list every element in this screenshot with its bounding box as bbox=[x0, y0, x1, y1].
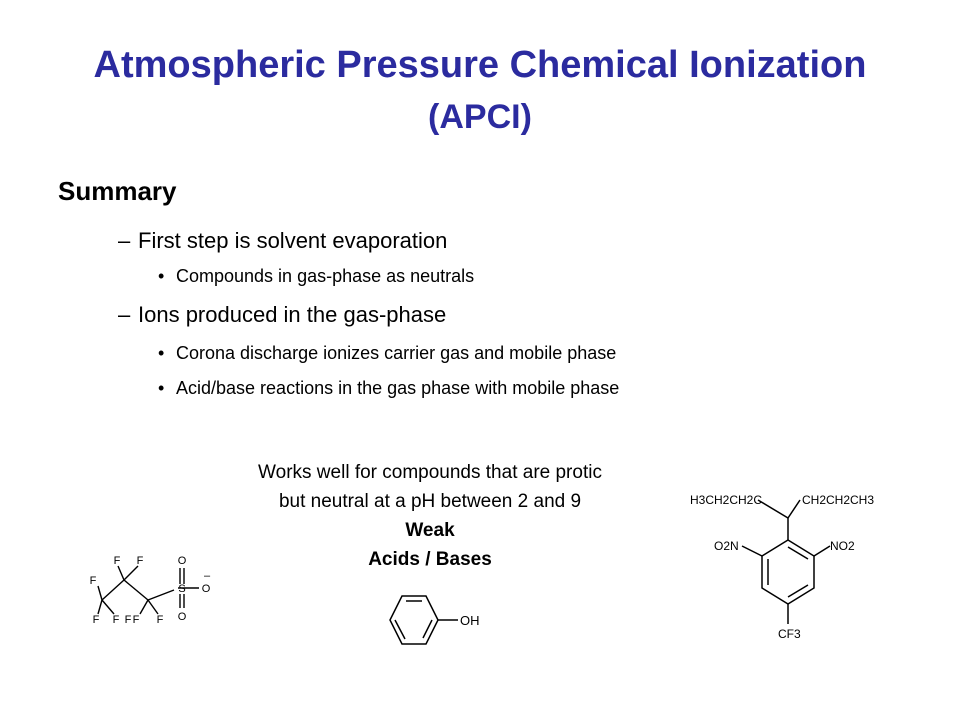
atom-f-3: F bbox=[136, 555, 144, 567]
slide-subtitle: (APCI) bbox=[428, 98, 532, 136]
hydroxyl-group: OH bbox=[460, 613, 480, 628]
dinitroaniline-structure bbox=[688, 484, 898, 644]
atom-o-right: O bbox=[201, 583, 211, 595]
right-chain: CH2CH2CH3 bbox=[802, 493, 875, 507]
perfluorosulfonate-structure bbox=[84, 550, 234, 630]
note-line-3: Weak bbox=[405, 520, 455, 541]
point-text: Ions produced in the gas-phase bbox=[138, 302, 447, 327]
dash-marker: – bbox=[118, 228, 131, 253]
atom-o-top: O bbox=[177, 555, 187, 567]
sub-point-text: Compounds in gas-phase as neutrals bbox=[176, 266, 475, 286]
atom-f-1: F bbox=[89, 575, 97, 587]
sub-point-text: Corona discharge ionizes carrier gas and mobile phase bbox=[176, 343, 617, 363]
atom-f-5: F bbox=[112, 614, 120, 626]
trifluoromethyl-group: CF3 bbox=[778, 627, 801, 641]
atom-o-bottom: O bbox=[177, 611, 187, 623]
atom-f-4: F bbox=[92, 614, 100, 626]
summary-heading: Summary bbox=[58, 176, 177, 206]
atom-f-7: F bbox=[156, 614, 164, 626]
bullet-marker: • bbox=[158, 343, 165, 363]
atom-s: S bbox=[178, 583, 186, 595]
atom-f-6: F bbox=[132, 614, 140, 626]
left-chain: H3CH2CH2C bbox=[690, 493, 763, 507]
note-block bbox=[190, 458, 670, 574]
point-text: First step is solvent evaporation bbox=[138, 228, 448, 253]
note-line-1: Works well for compounds that are protic bbox=[258, 462, 602, 483]
charge-minus: – bbox=[203, 570, 211, 582]
bullet-marker: • bbox=[158, 266, 165, 286]
phenol-structure bbox=[372, 588, 492, 660]
bullet-marker: • bbox=[158, 378, 165, 398]
atom-f-8: F bbox=[124, 614, 132, 626]
sub-point-text: Acid/base reactions in the gas phase with mobile phase bbox=[176, 378, 620, 398]
dash-marker: – bbox=[118, 302, 131, 327]
right-nitro-group: NO2 bbox=[830, 539, 855, 553]
note-line-4: Acids / Bases bbox=[368, 549, 492, 570]
atom-f-2: F bbox=[113, 555, 121, 567]
left-nitro-group: O2N bbox=[714, 539, 739, 553]
note-line-2: but neutral at a pH between 2 and 9 bbox=[278, 491, 582, 512]
slide-title: Atmospheric Pressure Chemical Ionization bbox=[93, 44, 867, 86]
